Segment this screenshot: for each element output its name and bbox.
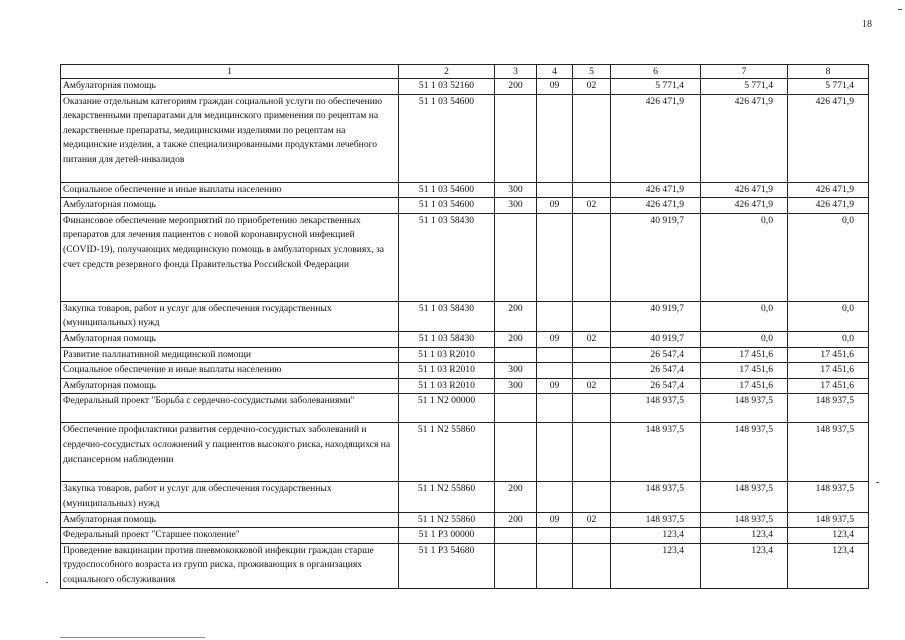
row-code: 51 1 03 R2010 (399, 363, 495, 379)
table-row (61, 543, 869, 588)
row-code: 51 1 03 54600 (399, 182, 495, 198)
row-rz (537, 423, 573, 482)
row-name: Закупка товаров, работ и услуг для обеспечения государственных (муниципальных) нужд (61, 301, 399, 331)
row-code: 51 1 03 52160 (399, 79, 495, 95)
row-vr (495, 213, 537, 301)
table-row (61, 394, 869, 423)
row-value-2023: 123,4 (788, 528, 869, 544)
row-name: Амбулаторная помощь (61, 512, 399, 528)
row-name: Амбулаторная помощь (61, 378, 399, 394)
header-cell: 6 (611, 65, 701, 79)
row-pr (573, 394, 611, 423)
row-pr (573, 543, 611, 588)
row-pr: 02 (573, 79, 611, 95)
row-code: 51 1 03 R2010 (399, 347, 495, 363)
row-value-2021: 26 547,4 (611, 378, 701, 394)
header-cell: 8 (788, 65, 869, 79)
row-value-2023: 148 937,5 (788, 512, 869, 528)
row-code: 51 1 N2 55860 (399, 482, 495, 512)
header-cell: 5 (573, 65, 611, 79)
table-row (61, 213, 869, 301)
row-value-2021: 123,4 (611, 528, 701, 544)
row-value-2022: 17 451,6 (701, 363, 788, 379)
row-value-2022: 123,4 (701, 543, 788, 588)
row-rz (537, 528, 573, 544)
row-value-2021: 40 919,7 (611, 213, 701, 301)
row-value-2023: 17 451,6 (788, 363, 869, 379)
row-pr (573, 182, 611, 198)
table-row (61, 512, 869, 528)
row-value-2021: 40 919,7 (611, 301, 701, 331)
row-rz (537, 213, 573, 301)
row-value-2023: 0,0 (788, 213, 869, 301)
row-name: Федеральный проект "Борьба с сердечно-сосудистыми заболеваниями" (61, 394, 399, 423)
row-code: 51 1 03 58430 (399, 301, 495, 331)
row-rz (537, 301, 573, 331)
row-value-2021: 148 937,5 (611, 423, 701, 482)
row-pr (573, 213, 611, 301)
table-row (61, 198, 869, 214)
row-value-2021: 148 937,5 (611, 512, 701, 528)
row-rz (537, 347, 573, 363)
row-pr: 02 (573, 331, 611, 347)
row-rz: 09 (537, 378, 573, 394)
row-pr (573, 423, 611, 482)
row-value-2021: 40 919,7 (611, 331, 701, 347)
row-value-2023: 426 471,9 (788, 198, 869, 214)
row-value-2023: 148 937,5 (788, 423, 869, 482)
row-value-2021: 5 771,4 (611, 79, 701, 95)
row-code: 51 1 03 54600 (399, 94, 495, 182)
row-vr: 300 (495, 198, 537, 214)
row-value-2022: 426 471,9 (701, 198, 788, 214)
row-pr: 02 (573, 198, 611, 214)
row-value-2021: 148 937,5 (611, 394, 701, 423)
row-rz (537, 182, 573, 198)
row-value-2023: 0,0 (788, 301, 869, 331)
row-value-2021: 123,4 (611, 543, 701, 588)
table-row (61, 301, 869, 331)
row-value-2022: 148 937,5 (701, 423, 788, 482)
row-value-2021: 426 471,9 (611, 94, 701, 182)
header-cell: 1 (61, 65, 399, 79)
footnote-rule (60, 637, 205, 638)
row-vr: 200 (495, 331, 537, 347)
row-code: 51 1 N2 00000 (399, 394, 495, 423)
row-code: 51 1 03 54600 (399, 198, 495, 214)
row-name: Обеспечение профилактики развития сердечно-сосудистых заболеваний и сердечно-сосудистых осложнений у пациентов высокого риска, находящихся на диспансерном наблюдении (61, 423, 399, 482)
row-vr (495, 394, 537, 423)
row-rz (537, 363, 573, 379)
row-value-2022: 426 471,9 (701, 94, 788, 182)
row-vr (495, 347, 537, 363)
row-code: 51 1 03 R2010 (399, 378, 495, 394)
row-rz (537, 482, 573, 512)
scan-mark (46, 582, 48, 583)
row-rz (537, 543, 573, 588)
scan-mark (876, 482, 879, 483)
row-vr: 300 (495, 363, 537, 379)
row-value-2023: 426 471,9 (788, 94, 869, 182)
row-value-2022: 0,0 (701, 213, 788, 301)
row-value-2023: 17 451,6 (788, 347, 869, 363)
row-code: 51 1 03 58430 (399, 331, 495, 347)
table-row (61, 363, 869, 379)
row-rz: 09 (537, 79, 573, 95)
table-row (61, 423, 869, 482)
row-value-2023: 123,4 (788, 543, 869, 588)
table-header-row (61, 65, 869, 79)
header-cell: 3 (495, 65, 537, 79)
row-value-2023: 17 451,6 (788, 378, 869, 394)
row-rz: 09 (537, 198, 573, 214)
row-pr: 02 (573, 512, 611, 528)
row-vr: 300 (495, 378, 537, 394)
row-value-2022: 0,0 (701, 331, 788, 347)
row-name: Развитие паллиативной медицинской помощи (61, 347, 399, 363)
row-name: Проведение вакцинации против пневмококковой инфекции граждан старше трудоспособного возраста из групп риска, проживающих в организациях социального обслуживания (61, 543, 399, 588)
header-cell: 2 (399, 65, 495, 79)
row-value-2023: 0,0 (788, 331, 869, 347)
row-pr (573, 363, 611, 379)
row-vr: 200 (495, 301, 537, 331)
row-value-2022: 148 937,5 (701, 512, 788, 528)
row-pr (573, 94, 611, 182)
table-row (61, 182, 869, 198)
table-row (61, 331, 869, 347)
header-cell: 7 (701, 65, 788, 79)
row-vr (495, 94, 537, 182)
row-name: Амбулаторная помощь (61, 331, 399, 347)
row-rz: 09 (537, 331, 573, 347)
row-value-2021: 26 547,4 (611, 347, 701, 363)
row-vr: 200 (495, 512, 537, 528)
row-vr (495, 528, 537, 544)
row-value-2021: 26 547,4 (611, 363, 701, 379)
row-value-2021: 426 471,9 (611, 182, 701, 198)
row-name: Социальное обеспечение и иные выплаты населению (61, 182, 399, 198)
row-rz (537, 394, 573, 423)
row-name: Амбулаторная помощь (61, 79, 399, 95)
row-vr: 200 (495, 482, 537, 512)
row-value-2022: 17 451,6 (701, 347, 788, 363)
row-value-2021: 426 471,9 (611, 198, 701, 214)
scan-mark (898, 9, 902, 10)
row-code: 51 1 N2 55860 (399, 512, 495, 528)
row-name: Закупка товаров, работ и услуг для обеспечения государственных (муниципальных) нужд (61, 482, 399, 512)
row-value-2022: 123,4 (701, 528, 788, 544)
row-vr: 200 (495, 79, 537, 95)
row-code: 51 1 03 58430 (399, 213, 495, 301)
row-value-2023: 5 771,4 (788, 79, 869, 95)
row-value-2022: 0,0 (701, 301, 788, 331)
row-value-2022: 148 937,5 (701, 394, 788, 423)
row-name: Социальное обеспечение и иные выплаты населению (61, 363, 399, 379)
row-name: Финансовое обеспечение мероприятий по приобретению лекарственных препаратов для лечения пациентов с новой коронавирусной инфекцией (COVID-19), получающих медицинскую помощь в амбулаторных условиях, за счет средств резервного фонда Правительства Российской Федерации (61, 213, 399, 301)
table-row (61, 347, 869, 363)
row-value-2022: 148 937,5 (701, 482, 788, 512)
row-value-2023: 148 937,5 (788, 394, 869, 423)
row-value-2023: 148 937,5 (788, 482, 869, 512)
row-pr: 02 (573, 378, 611, 394)
row-name: Оказание отдельным категориям граждан социальной услуги по обеспечению лекарственными препаратами для медицинского применения по рецептам на лекарственные препараты, медицинскими изделиями по рецептам на медицинские изделия, а также специализированными продуктами лечебного питания для детей-инвалидов (61, 94, 399, 182)
row-pr (573, 301, 611, 331)
row-code: 51 1 P3 00000 (399, 528, 495, 544)
table-row (61, 528, 869, 544)
row-vr (495, 423, 537, 482)
row-code: 51 1 N2 55860 (399, 423, 495, 482)
row-vr: 300 (495, 182, 537, 198)
row-code: 51 1 P3 54680 (399, 543, 495, 588)
row-value-2022: 5 771,4 (701, 79, 788, 95)
row-name: Федеральный проект "Старшее поколение" (61, 528, 399, 544)
row-value-2023: 426 471,9 (788, 182, 869, 198)
row-pr (573, 528, 611, 544)
budget-table (60, 64, 869, 589)
page-number: 18 (862, 19, 872, 30)
row-pr (573, 347, 611, 363)
table-row (61, 94, 869, 182)
row-name: Амбулаторная помощь (61, 198, 399, 214)
table-row (61, 79, 869, 95)
row-value-2022: 17 451,6 (701, 378, 788, 394)
header-cell: 4 (537, 65, 573, 79)
row-value-2022: 426 471,9 (701, 182, 788, 198)
row-rz: 09 (537, 512, 573, 528)
row-value-2021: 148 937,5 (611, 482, 701, 512)
row-pr (573, 482, 611, 512)
table-row (61, 482, 869, 512)
table-row (61, 378, 869, 394)
row-vr (495, 543, 537, 588)
row-rz (537, 94, 573, 182)
